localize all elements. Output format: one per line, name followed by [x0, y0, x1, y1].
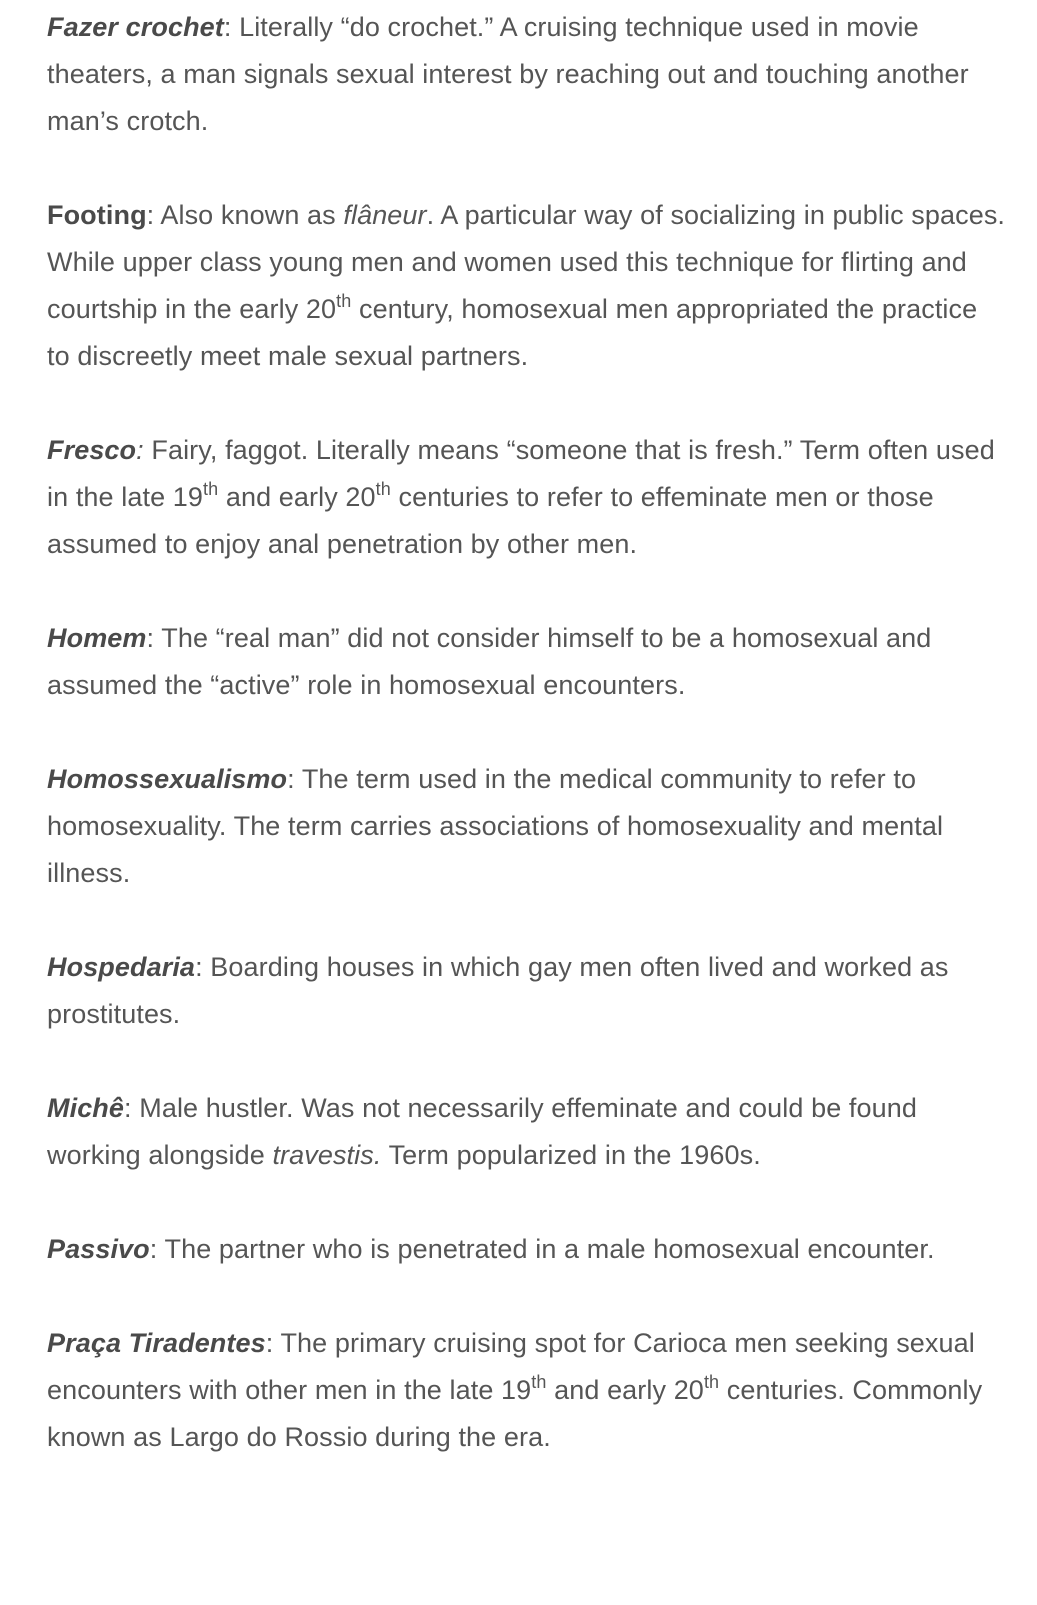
- definition-text: Fairy, faggot. Literally means “someone that is fresh.” Term often used in the late 19: [47, 435, 995, 512]
- glossary-entry: [47, 4, 1007, 145]
- definition-text: Also known as: [154, 200, 344, 230]
- definition-text: Male hustler. Was not necessarily effeminate and could be found working alongside: [47, 1093, 917, 1170]
- definition-text: The term used in the medical community to refer to homosexuality. The term carries associations of homosexuality and mental illness.: [47, 764, 944, 888]
- definition-text: The “real man” did not consider himself to be a homosexual and assumed the “active” role in homosexual encounters.: [47, 623, 932, 700]
- glossary-entry: [47, 756, 1007, 897]
- glossary-entry: [47, 1320, 1007, 1461]
- definition-text: Boarding houses in which gay men often lived and worked as prostitutes.: [47, 952, 949, 1029]
- italic-phrase: travestis.: [272, 1140, 382, 1170]
- definition-text: . A particular way of socializing in public spaces. While upper class young men and women used this technique for flirting and courtship in the early 20: [47, 200, 1006, 324]
- glossary-entry: [47, 192, 1007, 380]
- glossary-term: Praça Tiradentes: [47, 1328, 266, 1358]
- term-colon: :: [265, 1328, 274, 1358]
- glossary-entry: [47, 615, 1007, 709]
- definition-text: The primary cruising spot for Carioca men seeking sexual encounters with other men in the late 19: [47, 1328, 975, 1405]
- glossary-term: Footing: [47, 200, 147, 230]
- definition-text: Term popularized in the 1960s.: [381, 1140, 761, 1170]
- term-colon: :: [124, 1093, 132, 1123]
- term-colon: :: [223, 12, 232, 42]
- glossary-entry: [47, 1085, 1007, 1179]
- glossary-page: [47, 0, 1007, 1508]
- glossary-term: Homem: [47, 623, 147, 653]
- definition-text: The partner who is penetrated in a male homosexual encounter.: [157, 1234, 935, 1264]
- definition-text: century, homosexual men appropriated the practice to discreetly meet male sexual partners.: [47, 294, 978, 371]
- glossary-term: Hospedaria: [47, 952, 196, 982]
- glossary-list: [47, 4, 1007, 1461]
- term-colon: :: [146, 200, 155, 230]
- glossary-term: Fresco: [47, 435, 137, 465]
- term-colon: :: [136, 435, 144, 465]
- glossary-term: Michê: [47, 1093, 125, 1123]
- definition-text: centuries. Commonly known as Largo do Rossio during the era.: [47, 1375, 983, 1452]
- italic-phrase: flâneur: [343, 200, 427, 230]
- superscript-ordinal: th: [531, 1372, 547, 1393]
- glossary-term: Fazer crochet: [47, 12, 224, 42]
- superscript-ordinal: th: [703, 1372, 720, 1393]
- glossary-term: Homossexualismo: [47, 764, 288, 794]
- superscript-ordinal: th: [203, 479, 219, 500]
- definition-text: centuries to refer to effeminate men or those assumed to enjoy anal penetration by other men.: [47, 482, 934, 559]
- term-colon: :: [146, 623, 155, 653]
- glossary-term: Passivo: [47, 1234, 150, 1264]
- definition-text: Literally “do crochet.” A cruising technique used in movie theaters, a man signals sexual interest by reaching out and touching another man’s crotch.: [47, 12, 969, 136]
- definition-text: and early 20: [546, 1375, 704, 1405]
- glossary-entry: [47, 1226, 1007, 1273]
- term-colon: :: [149, 1234, 158, 1264]
- definition-text: and early 20: [218, 482, 376, 512]
- glossary-entry: [47, 427, 1007, 568]
- term-colon: :: [287, 764, 295, 794]
- superscript-ordinal: th: [375, 479, 391, 500]
- term-colon: :: [195, 952, 203, 982]
- glossary-entry: [47, 944, 1007, 1038]
- superscript-ordinal: th: [336, 291, 352, 312]
